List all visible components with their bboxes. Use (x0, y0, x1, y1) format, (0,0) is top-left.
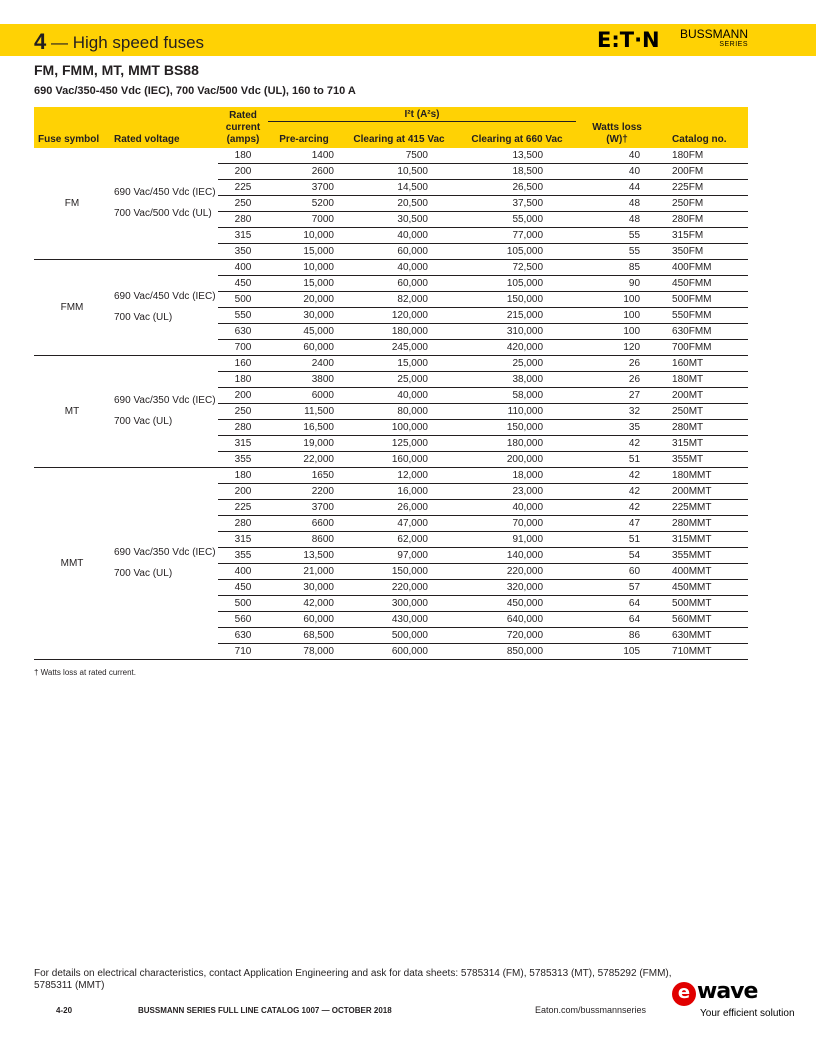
rated-current-cell: 560 (218, 611, 268, 627)
catalog-no-cell: 180MMT (658, 467, 748, 483)
watts-loss-cell: 64 (576, 595, 658, 611)
pre-arcing-cell: 16,500 (268, 419, 340, 435)
fuse-ratings-table (34, 107, 748, 660)
rated-current-cell: 450 (218, 275, 268, 291)
clearing-660-cell: 720,000 (458, 627, 576, 643)
pre-arcing-cell: 60,000 (268, 611, 340, 627)
watts-loss-cell: 48 (576, 211, 658, 227)
rated-current-cell: 700 (218, 339, 268, 355)
pre-arcing-cell: 68,500 (268, 627, 340, 643)
fuse-symbol-cell: MT (34, 355, 110, 467)
clearing-660-cell: 220,000 (458, 563, 576, 579)
clearing-415-cell: 10,500 (340, 163, 458, 179)
rated-voltage-iec: 690 Vac/350 Vdc (IEC) (114, 547, 216, 558)
catalog-no-cell: 180MT (658, 371, 748, 387)
clearing-415-cell: 60,000 (340, 243, 458, 259)
clearing-660-cell: 37,500 (458, 195, 576, 211)
watts-loss-cell: 35 (576, 419, 658, 435)
rated-current-cell: 355 (218, 451, 268, 467)
rated-current-cell: 355 (218, 547, 268, 563)
clearing-660-cell: 450,000 (458, 595, 576, 611)
rated-current-cell: 280 (218, 419, 268, 435)
watts-loss-cell: 86 (576, 627, 658, 643)
clearing-660-cell: 70,000 (458, 515, 576, 531)
watts-loss-cell: 26 (576, 355, 658, 371)
watts-loss-cell: 85 (576, 259, 658, 275)
watts-loss-cell: 100 (576, 323, 658, 339)
header-blank (34, 122, 110, 134)
pre-arcing-cell: 3800 (268, 371, 340, 387)
rated-current-cell: 400 (218, 563, 268, 579)
clearing-660-cell: 72,500 (458, 259, 576, 275)
catalog-no-cell: 710MMT (658, 643, 748, 659)
header-pre-arcing: Pre-arcing (268, 134, 340, 148)
catalog-no-cell: 700FMM (658, 339, 748, 355)
catalog-line: BUSSMANN SERIES FULL LINE CATALOG 1007 — OCTOBER 2018 (138, 1006, 392, 1015)
rated-voltage-cell (110, 467, 218, 659)
watts-loss-cell: 42 (576, 467, 658, 483)
clearing-660-cell: 110,000 (458, 403, 576, 419)
clearing-660-cell: 77,000 (458, 227, 576, 243)
header-blank (34, 107, 110, 122)
clearing-415-cell: 180,000 (340, 323, 458, 339)
catalog-no-cell: 400MMT (658, 563, 748, 579)
pre-arcing-cell: 2400 (268, 355, 340, 371)
rated-voltage-iec: 690 Vac/350 Vdc (IEC) (114, 395, 216, 406)
section-number: 4 (34, 29, 47, 54)
clearing-660-cell: 150,000 (458, 291, 576, 307)
catalog-no-cell: 280FM (658, 211, 748, 227)
section-title (34, 29, 204, 55)
rated-current-cell: 315 (218, 531, 268, 547)
watts-loss-cell: 40 (576, 148, 658, 164)
header-blank (458, 122, 576, 134)
watts-loss-cell: 57 (576, 579, 658, 595)
table-row (34, 259, 748, 275)
clearing-660-cell: 140,000 (458, 547, 576, 563)
rated-voltage-cell (110, 148, 218, 260)
rated-current-cell: 500 (218, 291, 268, 307)
header-blank (340, 122, 458, 134)
pre-arcing-cell: 78,000 (268, 643, 340, 659)
pre-arcing-cell: 6600 (268, 515, 340, 531)
fuse-symbol-cell: FMM (34, 259, 110, 355)
rated-current-cell: 200 (218, 387, 268, 403)
catalog-no-cell: 355MT (658, 451, 748, 467)
clearing-660-cell: 58,000 (458, 387, 576, 403)
clearing-415-cell: 80,000 (340, 403, 458, 419)
clearing-415-cell: 30,500 (340, 211, 458, 227)
catalog-no-cell: 630FMM (658, 323, 748, 339)
site-link[interactable]: Eaton.com/bussmannseries (535, 1005, 647, 1015)
watts-loss-cell: 55 (576, 227, 658, 243)
clearing-660-cell: 40,000 (458, 499, 576, 515)
clearing-415-cell: 600,000 (340, 643, 458, 659)
catalog-no-cell: 400FMM (658, 259, 748, 275)
pre-arcing-cell: 1400 (268, 148, 340, 164)
catalog-no-cell: 280MMT (658, 515, 748, 531)
clearing-660-cell: 91,000 (458, 531, 576, 547)
clearing-660-cell: 18,000 (458, 467, 576, 483)
catalog-no-cell: 550FMM (658, 307, 748, 323)
pre-arcing-cell: 22,000 (268, 451, 340, 467)
header-clearing-415: Clearing at 415 Vac (340, 134, 458, 148)
pre-arcing-cell: 19,000 (268, 435, 340, 451)
clearing-660-cell: 215,000 (458, 307, 576, 323)
catalog-no-cell: 500FMM (658, 291, 748, 307)
rated-current-cell: 315 (218, 227, 268, 243)
pre-arcing-cell: 6000 (268, 387, 340, 403)
catalog-no-cell: 180FM (658, 148, 748, 164)
clearing-415-cell: 16,000 (340, 483, 458, 499)
watts-loss-cell: 42 (576, 435, 658, 451)
clearing-660-cell: 150,000 (458, 419, 576, 435)
catalog-no-cell: 355MMT (658, 547, 748, 563)
clearing-660-cell: 55,000 (458, 211, 576, 227)
clearing-660-cell: 105,000 (458, 243, 576, 259)
clearing-415-cell: 150,000 (340, 563, 458, 579)
watts-loss-cell: 48 (576, 195, 658, 211)
pre-arcing-cell: 5200 (268, 195, 340, 211)
rated-voltage-ul: 700 Vac (UL) (114, 416, 173, 427)
clearing-415-cell: 120,000 (340, 307, 458, 323)
clearing-415-cell: 430,000 (340, 611, 458, 627)
rated-current-cell: 710 (218, 643, 268, 659)
catalog-no-cell: 350FM (658, 243, 748, 259)
header-catalog-no: Catalog no. (658, 134, 748, 148)
rated-current-cell: 200 (218, 163, 268, 179)
pre-arcing-cell: 1650 (268, 467, 340, 483)
clearing-660-cell: 23,000 (458, 483, 576, 499)
clearing-415-cell: 40,000 (340, 387, 458, 403)
header-fuse-symbol: Fuse symbol (34, 134, 110, 148)
rated-voltage-iec: 690 Vac/450 Vdc (IEC) (114, 187, 216, 198)
rated-current-cell: 225 (218, 499, 268, 515)
pre-arcing-cell: 10,000 (268, 259, 340, 275)
rated-current-cell: 200 (218, 483, 268, 499)
rated-voltage-ul: 700 Vac (UL) (114, 568, 173, 579)
pre-arcing-cell: 30,000 (268, 307, 340, 323)
pre-arcing-cell: 11,500 (268, 403, 340, 419)
header-rated-current-line3: (amps) (218, 134, 268, 148)
catalog-no-cell: 450MMT (658, 579, 748, 595)
rated-current-cell: 315 (218, 435, 268, 451)
catalog-no-cell: 315MMT (658, 531, 748, 547)
header-blank (268, 122, 340, 134)
ewave-wordmark: wave (697, 979, 758, 1004)
rated-current-cell: 280 (218, 515, 268, 531)
rated-current-cell: 250 (218, 195, 268, 211)
catalog-no-cell: 560MMT (658, 611, 748, 627)
footnote: † Watts loss at rated current. (34, 668, 136, 677)
rated-voltage-iec: 690 Vac/450 Vdc (IEC) (114, 291, 216, 302)
clearing-415-cell: 20,500 (340, 195, 458, 211)
watts-loss-cell: 26 (576, 371, 658, 387)
watts-loss-cell: 120 (576, 339, 658, 355)
table-title: FM, FMM, MT, MMT BS88 (34, 62, 199, 78)
clearing-415-cell: 25,000 (340, 371, 458, 387)
pre-arcing-cell: 10,000 (268, 227, 340, 243)
bussmann-logo-name: BUSSMANN (679, 27, 748, 41)
header-watts-loss-line2: (W)† (576, 134, 658, 148)
catalog-no-cell: 200MT (658, 387, 748, 403)
clearing-415-cell: 47,000 (340, 515, 458, 531)
clearing-415-cell: 82,000 (340, 291, 458, 307)
pre-arcing-cell: 42,000 (268, 595, 340, 611)
catalog-no-cell: 250MT (658, 403, 748, 419)
catalog-no-cell: 160MT (658, 355, 748, 371)
clearing-415-cell: 7500 (340, 148, 458, 164)
watts-loss-cell: 42 (576, 483, 658, 499)
pre-arcing-cell: 45,000 (268, 323, 340, 339)
watts-loss-cell: 44 (576, 179, 658, 195)
clearing-660-cell: 200,000 (458, 451, 576, 467)
watts-loss-cell: 100 (576, 291, 658, 307)
header-watts-loss-line1: Watts loss (576, 122, 658, 134)
clearing-415-cell: 40,000 (340, 227, 458, 243)
clearing-660-cell: 25,000 (458, 355, 576, 371)
rated-current-cell: 180 (218, 467, 268, 483)
clearing-660-cell: 18,500 (458, 163, 576, 179)
watts-loss-cell: 32 (576, 403, 658, 419)
clearing-415-cell: 125,000 (340, 435, 458, 451)
watts-loss-cell: 55 (576, 243, 658, 259)
pre-arcing-cell: 3700 (268, 499, 340, 515)
clearing-415-cell: 14,500 (340, 179, 458, 195)
clearing-415-cell: 15,000 (340, 355, 458, 371)
pre-arcing-cell: 20,000 (268, 291, 340, 307)
header-blank (576, 107, 658, 122)
pre-arcing-cell: 2600 (268, 163, 340, 179)
pre-arcing-cell: 3700 (268, 179, 340, 195)
catalog-no-cell: 500MMT (658, 595, 748, 611)
pre-arcing-cell: 60,000 (268, 339, 340, 355)
rated-voltage-ul: 700 Vac/500 Vdc (UL) (114, 208, 212, 219)
rated-current-cell: 350 (218, 243, 268, 259)
clearing-415-cell: 26,000 (340, 499, 458, 515)
watts-loss-cell: 47 (576, 515, 658, 531)
rated-current-cell: 500 (218, 595, 268, 611)
rated-current-cell: 550 (218, 307, 268, 323)
clearing-415-cell: 60,000 (340, 275, 458, 291)
clearing-415-cell: 500,000 (340, 627, 458, 643)
catalog-no-cell: 200MMT (658, 483, 748, 499)
header-blank (658, 107, 748, 122)
clearing-660-cell: 310,000 (458, 323, 576, 339)
eaton-logo: E:T·N (597, 28, 660, 52)
ewave-logo (672, 979, 776, 1006)
header-blank (658, 122, 748, 134)
rated-current-cell: 450 (218, 579, 268, 595)
rated-current-cell: 160 (218, 355, 268, 371)
watts-loss-cell: 100 (576, 307, 658, 323)
watts-loss-cell: 27 (576, 387, 658, 403)
page-number: 4-20 (56, 1006, 73, 1015)
clearing-415-cell: 220,000 (340, 579, 458, 595)
catalog-no-cell: 630MMT (658, 627, 748, 643)
clearing-660-cell: 850,000 (458, 643, 576, 659)
bussmann-logo (676, 28, 748, 48)
catalog-no-cell: 315MT (658, 435, 748, 451)
catalog-no-cell: 225MMT (658, 499, 748, 515)
rated-current-cell: 400 (218, 259, 268, 275)
header-clearing-660: Clearing at 660 Vac (458, 134, 576, 148)
clearing-415-cell: 40,000 (340, 259, 458, 275)
table-header (34, 107, 748, 148)
watts-loss-cell: 54 (576, 547, 658, 563)
pre-arcing-cell: 13,500 (268, 547, 340, 563)
table-row (34, 148, 748, 164)
catalog-no-cell: 225FM (658, 179, 748, 195)
fuse-symbol-cell: FM (34, 148, 110, 260)
watts-loss-cell: 64 (576, 611, 658, 627)
watts-loss-cell: 40 (576, 163, 658, 179)
catalog-no-cell: 200FM (658, 163, 748, 179)
catalog-no-cell: 315FM (658, 227, 748, 243)
rated-voltage-cell (110, 259, 218, 355)
clearing-660-cell: 38,000 (458, 371, 576, 387)
rated-current-cell: 280 (218, 211, 268, 227)
rated-voltage-ul: 700 Vac (UL) (114, 312, 173, 323)
pre-arcing-cell: 15,000 (268, 243, 340, 259)
bussmann-logo-series: SERIES (719, 41, 748, 48)
pre-arcing-cell: 15,000 (268, 275, 340, 291)
rated-current-cell: 180 (218, 148, 268, 164)
rated-current-cell: 630 (218, 323, 268, 339)
clearing-660-cell: 13,500 (458, 148, 576, 164)
ewave-e-icon: e (672, 982, 696, 1006)
section-title-text: — High speed fuses (46, 33, 205, 52)
clearing-660-cell: 180,000 (458, 435, 576, 451)
catalog-no-cell: 450FMM (658, 275, 748, 291)
catalog-no-cell: 250FM (658, 195, 748, 211)
clearing-415-cell: 12,000 (340, 467, 458, 483)
pre-arcing-cell: 30,000 (268, 579, 340, 595)
clearing-415-cell: 100,000 (340, 419, 458, 435)
clearing-660-cell: 105,000 (458, 275, 576, 291)
clearing-415-cell: 300,000 (340, 595, 458, 611)
table-subtitle: 690 Vac/350-450 Vdc (IEC), 700 Vac/500 Vdc (UL), 160 to 710 A (34, 85, 356, 97)
table-body (34, 148, 748, 660)
fuse-symbol-cell: MMT (34, 467, 110, 659)
rated-current-cell: 250 (218, 403, 268, 419)
clearing-415-cell: 245,000 (340, 339, 458, 355)
rated-current-cell: 630 (218, 627, 268, 643)
clearing-660-cell: 420,000 (458, 339, 576, 355)
watts-loss-cell: 42 (576, 499, 658, 515)
header-blank (110, 122, 218, 134)
footer-details: For details on electrical characteristics, contact Application Engineering and ask for data sheets: 5785314 (FM), 5785313 (MT), 5785292 (FMM), 5785311 (MMT) (34, 968, 672, 991)
pre-arcing-cell: 8600 (268, 531, 340, 547)
header-rated-voltage: Rated voltage (110, 134, 218, 148)
pre-arcing-cell: 21,000 (268, 563, 340, 579)
clearing-415-cell: 160,000 (340, 451, 458, 467)
rated-current-cell: 225 (218, 179, 268, 195)
clearing-415-cell: 62,000 (340, 531, 458, 547)
header-rated-current-line1: Rated (218, 107, 268, 122)
watts-loss-cell: 60 (576, 563, 658, 579)
clearing-660-cell: 320,000 (458, 579, 576, 595)
table-row (34, 467, 748, 483)
clearing-660-cell: 26,500 (458, 179, 576, 195)
table-row (34, 355, 748, 371)
catalog-no-cell: 280MT (658, 419, 748, 435)
clearing-415-cell: 97,000 (340, 547, 458, 563)
header-i2t-group: I²t (A²s) (268, 107, 576, 122)
rated-current-cell: 180 (218, 371, 268, 387)
watts-loss-cell: 51 (576, 451, 658, 467)
clearing-660-cell: 640,000 (458, 611, 576, 627)
rated-voltage-cell (110, 355, 218, 467)
ewave-tagline: Your efficient solution (700, 1008, 795, 1019)
watts-loss-cell: 51 (576, 531, 658, 547)
header-rated-current-line2: current (218, 122, 268, 134)
watts-loss-cell: 105 (576, 643, 658, 659)
pre-arcing-cell: 2200 (268, 483, 340, 499)
pre-arcing-cell: 7000 (268, 211, 340, 227)
header-blank (110, 107, 218, 122)
watts-loss-cell: 90 (576, 275, 658, 291)
